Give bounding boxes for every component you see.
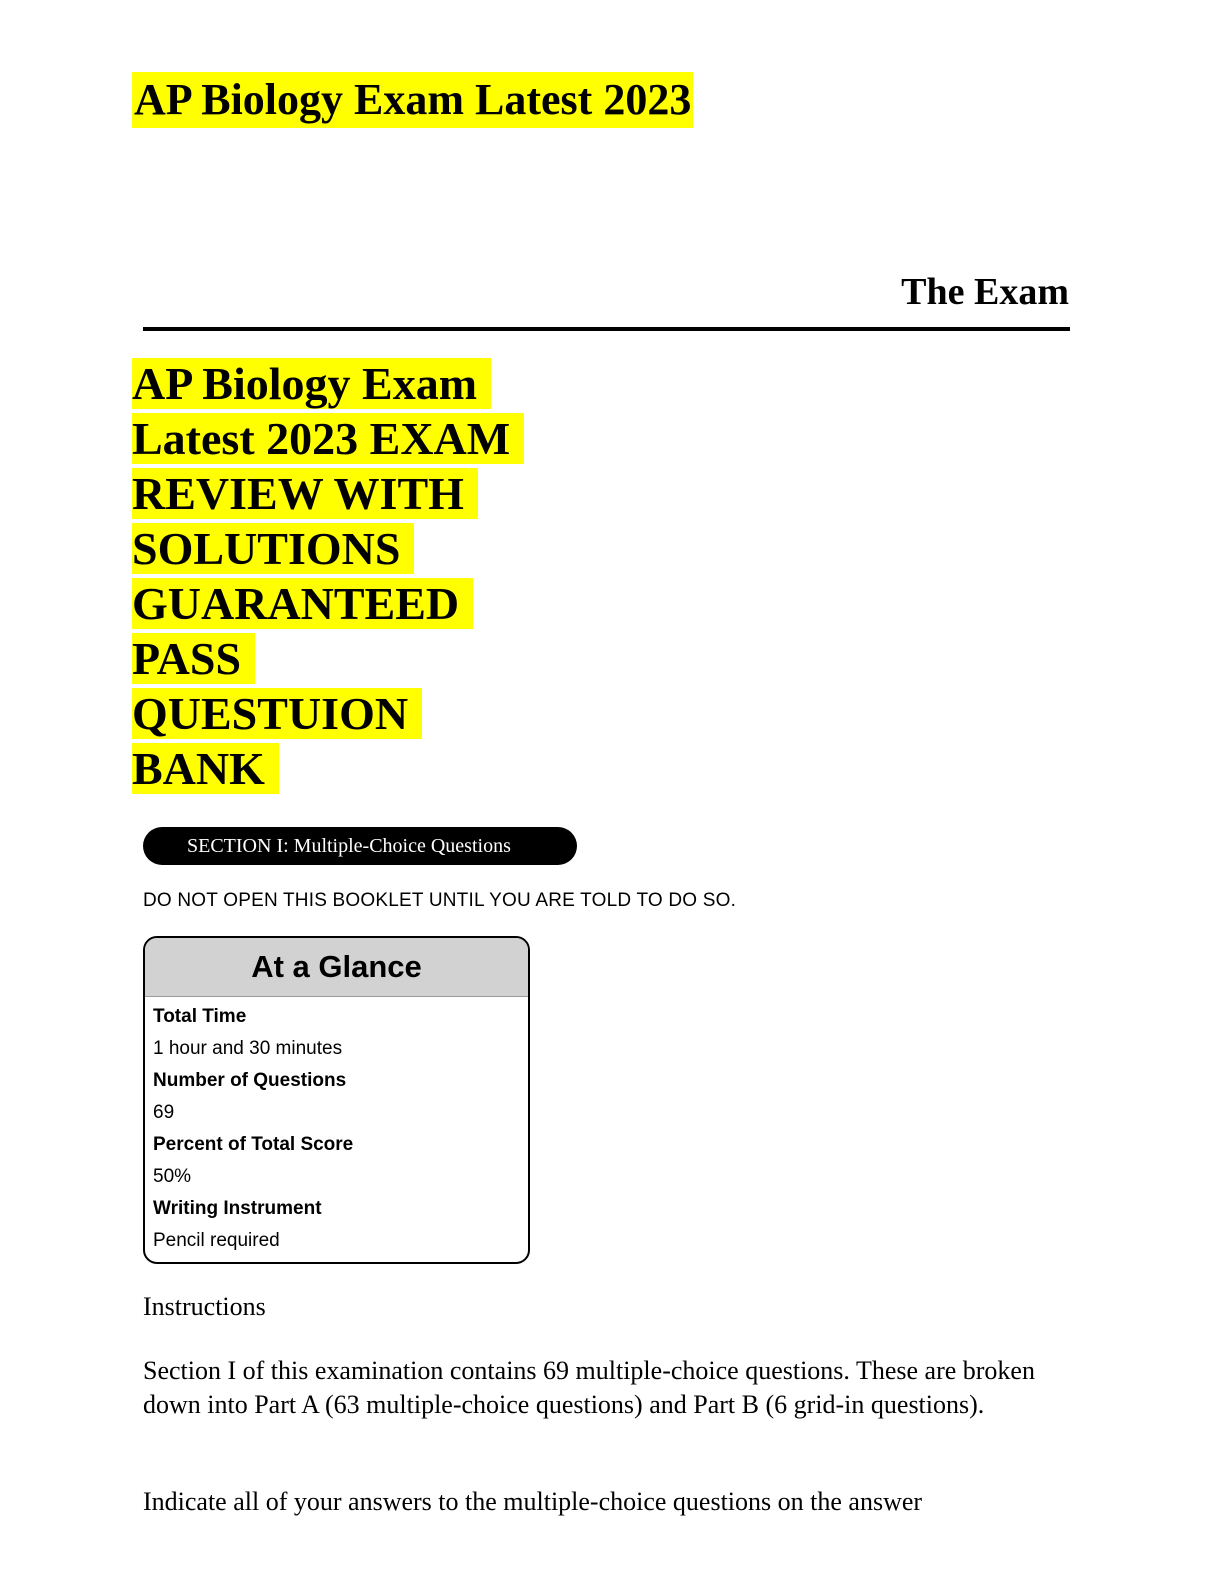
instructions-heading: Instructions [143, 1292, 266, 1321]
booklet-notice: DO NOT OPEN THIS BOOKLET UNTIL YOU ARE TOLD TO DO SO. [143, 890, 737, 911]
document-title: AP Biology Exam Latest 2023 [132, 72, 693, 128]
main-title-line: QUESTUION [132, 686, 524, 741]
main-title-line: REVIEW WITH [132, 466, 524, 521]
glance-body [145, 997, 528, 1257]
section-heading: The Exam [901, 271, 1069, 313]
glance-value-writing-instrument: Pencil required [153, 1230, 280, 1251]
glance-title: At a Glance [145, 938, 528, 997]
at-a-glance-box [143, 936, 530, 1264]
main-title-line: BANK [132, 741, 524, 796]
glance-value-percent-score: 50% [153, 1166, 192, 1187]
glance-label-percent-score: Percent of Total Score [153, 1134, 354, 1155]
main-title-line: GUARANTEED [132, 576, 524, 631]
glance-value-total-time: 1 hour and 30 minutes [153, 1038, 343, 1059]
main-title [132, 356, 524, 796]
horizontal-rule [143, 327, 1070, 331]
glance-value-number-of-questions: 69 [153, 1102, 175, 1123]
main-title-line: PASS [132, 631, 524, 686]
glance-label-number-of-questions: Number of Questions [153, 1070, 347, 1091]
instructions-paragraph: Indicate all of your answers to the multiple-choice questions on the answer [143, 1487, 923, 1516]
section-label-pill: SECTION I: Multiple-Choice Questions [143, 827, 577, 865]
main-title-line: AP Biology Exam [132, 356, 524, 411]
instructions-paragraph: Section I of this examination contains 69 multiple-choice questions. These are broken down into Part A (63 multiple-choice questions) and Part B (6 grid-in questions). [143, 1356, 1035, 1419]
main-title-line: SOLUTIONS [132, 521, 524, 576]
glance-label-writing-instrument: Writing Instrument [153, 1198, 322, 1219]
glance-label-total-time: Total Time [153, 1006, 247, 1027]
main-title-line: Latest 2023 EXAM [132, 411, 524, 466]
